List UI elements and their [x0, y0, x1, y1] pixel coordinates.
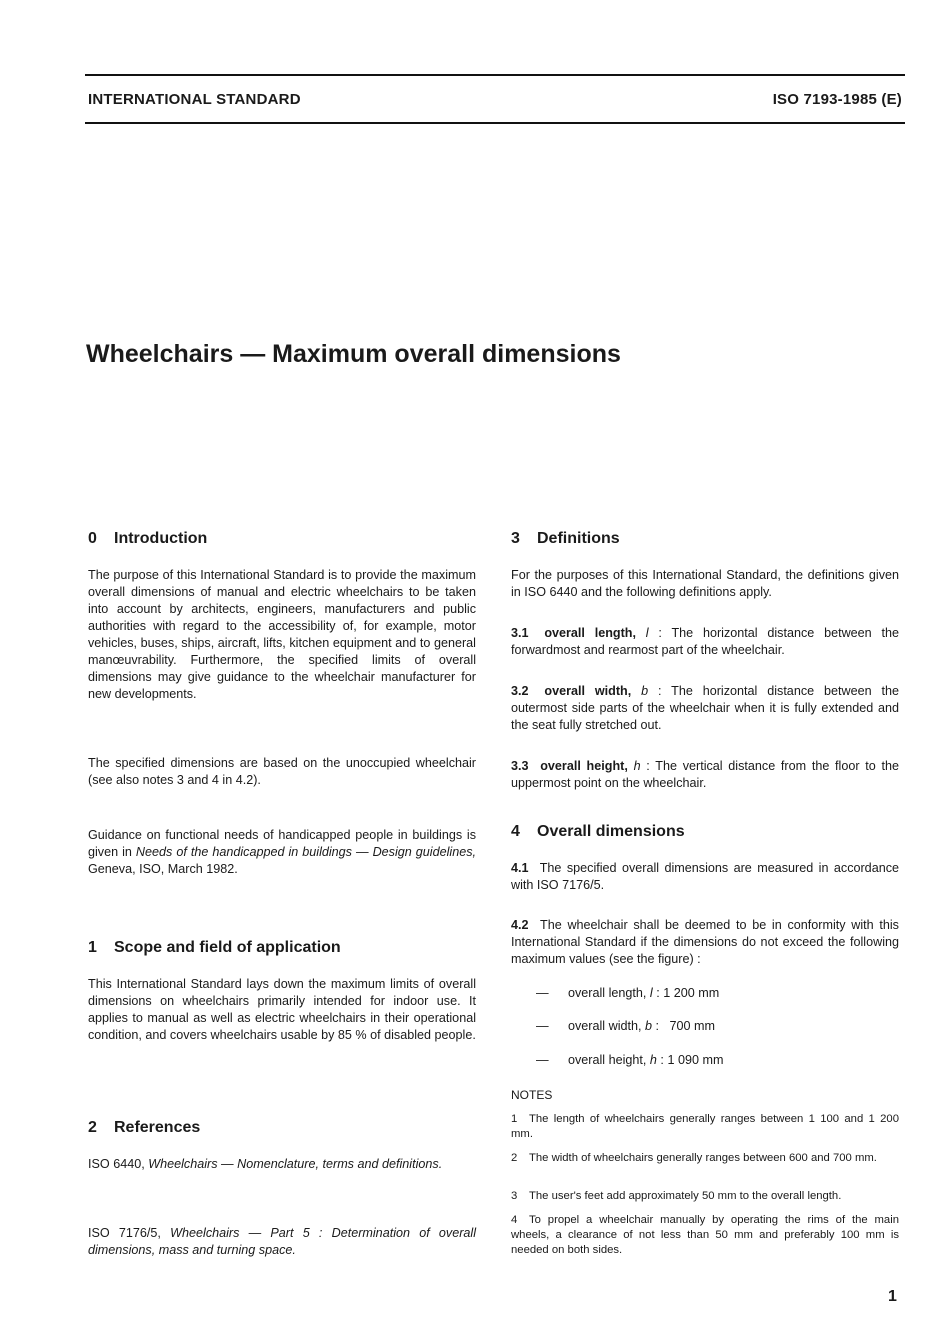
- definition-3-2-term: overall width,: [544, 684, 632, 698]
- definition-3-3-symbol: h: [633, 759, 641, 773]
- section-0-heading: [88, 530, 207, 548]
- reference-1-code: ISO 6440,: [88, 1157, 149, 1171]
- note-text: The user's feet add approximately 50 mm to the overall length.: [529, 1190, 842, 1202]
- notes-heading: NOTES: [511, 1088, 553, 1102]
- max-value-separator: :: [652, 986, 664, 1000]
- section-3-heading: [511, 530, 620, 548]
- note-1: [511, 1112, 899, 1142]
- section-1-heading: [88, 939, 341, 957]
- note-number: 3: [511, 1190, 518, 1202]
- max-value-length: [536, 986, 719, 1000]
- reference-1-title: Wheelchairs — Nomenclature, terms and definitions.: [148, 1157, 443, 1171]
- clause-4-2-number: 4.2: [511, 918, 529, 932]
- dash-mark: —: [536, 986, 549, 1000]
- section-1-number: 1: [88, 939, 97, 956]
- note-text: To propel a wheelchair manually by operating the rims of the main wheels, a clearance of not less than 50 mm and preferably 100 mm is needed on both sides.: [511, 1214, 899, 1256]
- max-value-separator: :: [652, 1019, 670, 1033]
- header-bottom-rule: [85, 122, 905, 124]
- note-number: 1: [511, 1113, 518, 1125]
- definition-3-1-term: overall length,: [544, 626, 636, 640]
- clause-4-1-text: The specified overall dimensions are measured in accordance with ISO 7176/5.: [511, 861, 899, 892]
- intro-paragraph-3-ref-title: Needs of the handicapped in buildings — Design guidelines,: [135, 845, 476, 859]
- reference-2-title: Wheelchairs — Part 5 : Determination of overall dimensions, mass and turning space.: [88, 1226, 476, 1257]
- definition-3-2-text: : The horizontal distance between the outermost side parts of the wheelchair when it is fully extended and the seat fully stretched out.: [511, 684, 899, 732]
- intro-paragraph-2: [88, 755, 476, 789]
- max-value-number: 700 mm: [669, 1019, 716, 1033]
- scope-paragraph: [88, 976, 476, 1044]
- note-number: 4: [511, 1214, 518, 1226]
- section-0-title: Introduction: [114, 530, 208, 547]
- max-value-number: 1 200 mm: [663, 986, 720, 1000]
- section-2-title: References: [114, 1119, 201, 1136]
- definitions-intro: [511, 567, 899, 601]
- note-3: [511, 1189, 899, 1204]
- section-4-heading: [511, 823, 685, 841]
- reference-2-code: ISO 7176/5,: [88, 1226, 171, 1240]
- clause-4-2-text: The wheelchair shall be deemed to be in conformity with this International Standard if the dimensions do not exceed the following maximum values (see the figure) :: [511, 918, 899, 966]
- intro-paragraph-3: [88, 827, 476, 878]
- clause-4-1: [511, 860, 899, 894]
- note-text: The length of wheelchairs generally ranges between 1 100 and 1 200 mm.: [511, 1113, 899, 1140]
- max-value-width: [536, 1019, 715, 1033]
- section-2-number: 2: [88, 1119, 97, 1136]
- header-top-rule: [85, 74, 905, 76]
- definition-3-3-term: overall height,: [540, 759, 628, 773]
- document-title: Wheelchairs — Maximum overall dimensions: [86, 340, 621, 368]
- note-2: [511, 1151, 899, 1166]
- definition-3-3-text: : The vertical distance from the floor to the uppermost point on the wheelchair.: [511, 759, 899, 790]
- definition-3-1: [511, 625, 899, 659]
- section-4-number: 4: [511, 823, 520, 840]
- section-2-heading: [88, 1119, 200, 1137]
- section-3-title: Definitions: [537, 530, 620, 547]
- note-text: The width of wheelchairs generally ranges between 600 and 700 mm.: [529, 1152, 877, 1164]
- header-standard-type: INTERNATIONAL STANDARD: [88, 91, 301, 108]
- note-4: [511, 1213, 899, 1258]
- definition-3-1-text: : The horizontal distance between the forwardmost and rearmost part of the wheelchair.: [511, 626, 899, 657]
- max-value-label: overall length,: [568, 986, 647, 1000]
- definition-3-1-symbol: l: [645, 626, 649, 640]
- max-value-label: overall width,: [568, 1019, 642, 1033]
- section-3-number: 3: [511, 530, 520, 547]
- max-value-separator: :: [656, 1053, 668, 1067]
- intro-paragraph-1: [88, 567, 476, 703]
- definition-3-1-number: 3.1: [511, 626, 529, 640]
- page-number: 1: [888, 1288, 897, 1305]
- section-4-title: Overall dimensions: [537, 823, 685, 840]
- max-value-symbol: h: [649, 1053, 657, 1067]
- dash-mark: —: [536, 1019, 549, 1033]
- definitions-intro-text: For the purposes of this International Standard, the definitions given in ISO 6440 and the following definitions apply.: [511, 568, 899, 599]
- intro-paragraph-1-text: The purpose of this International Standard is to provide the maximum overall dimensions of manual and electric wheelchairs to be taken into account by architects, engineers, manufacturers and public authorities with regard to the accessibility of, for example, motor vehicles, buses, ships, aircraft, lifts, kitchen equipment and to general manœuvrability. Furthermore, the specified limits of overall dimensions may give guidance to the wheelchair manufacturer for new developments.: [88, 568, 476, 701]
- dash-mark: —: [536, 1053, 549, 1067]
- definition-3-2-number: 3.2: [511, 684, 529, 698]
- scope-paragraph-text: This International Standard lays down the maximum limits of overall dimensions on wheelchairs primarily intended for indoor use. It applies to manual as well as electric wheelchairs in their operational condition, and covers wheelchairs usable by 85 % of disabled people.: [88, 977, 476, 1042]
- max-value-label: overall height,: [568, 1053, 647, 1067]
- intro-paragraph-3-lead: Guidance on functional needs of handicapped people in buildings is given in: [88, 828, 476, 859]
- definition-3-3-number: 3.3: [511, 759, 529, 773]
- clause-4-1-number: 4.1: [511, 861, 529, 875]
- intro-paragraph-3-tail: Geneva, ISO, March 1982.: [88, 862, 238, 876]
- max-value-height: [536, 1053, 723, 1067]
- definition-3-2-symbol: b: [641, 684, 649, 698]
- reference-2: [88, 1225, 476, 1259]
- clause-4-2: [511, 917, 899, 968]
- max-value-number: 1 090 mm: [667, 1053, 724, 1067]
- definition-3-2: [511, 683, 899, 734]
- max-value-symbol: b: [645, 1019, 653, 1033]
- section-0-number: 0: [88, 530, 97, 547]
- definition-3-3: [511, 758, 899, 792]
- section-1-title: Scope and field of application: [114, 939, 341, 956]
- note-number: 2: [511, 1152, 518, 1164]
- reference-1: [88, 1156, 476, 1173]
- intro-paragraph-2-text: The specified dimensions are based on the unoccupied wheelchair (see also notes 3 and 4 in 4.2).: [88, 756, 476, 787]
- max-value-symbol: l: [649, 986, 653, 1000]
- header-standard-number: ISO 7193-1985 (E): [772, 91, 902, 108]
